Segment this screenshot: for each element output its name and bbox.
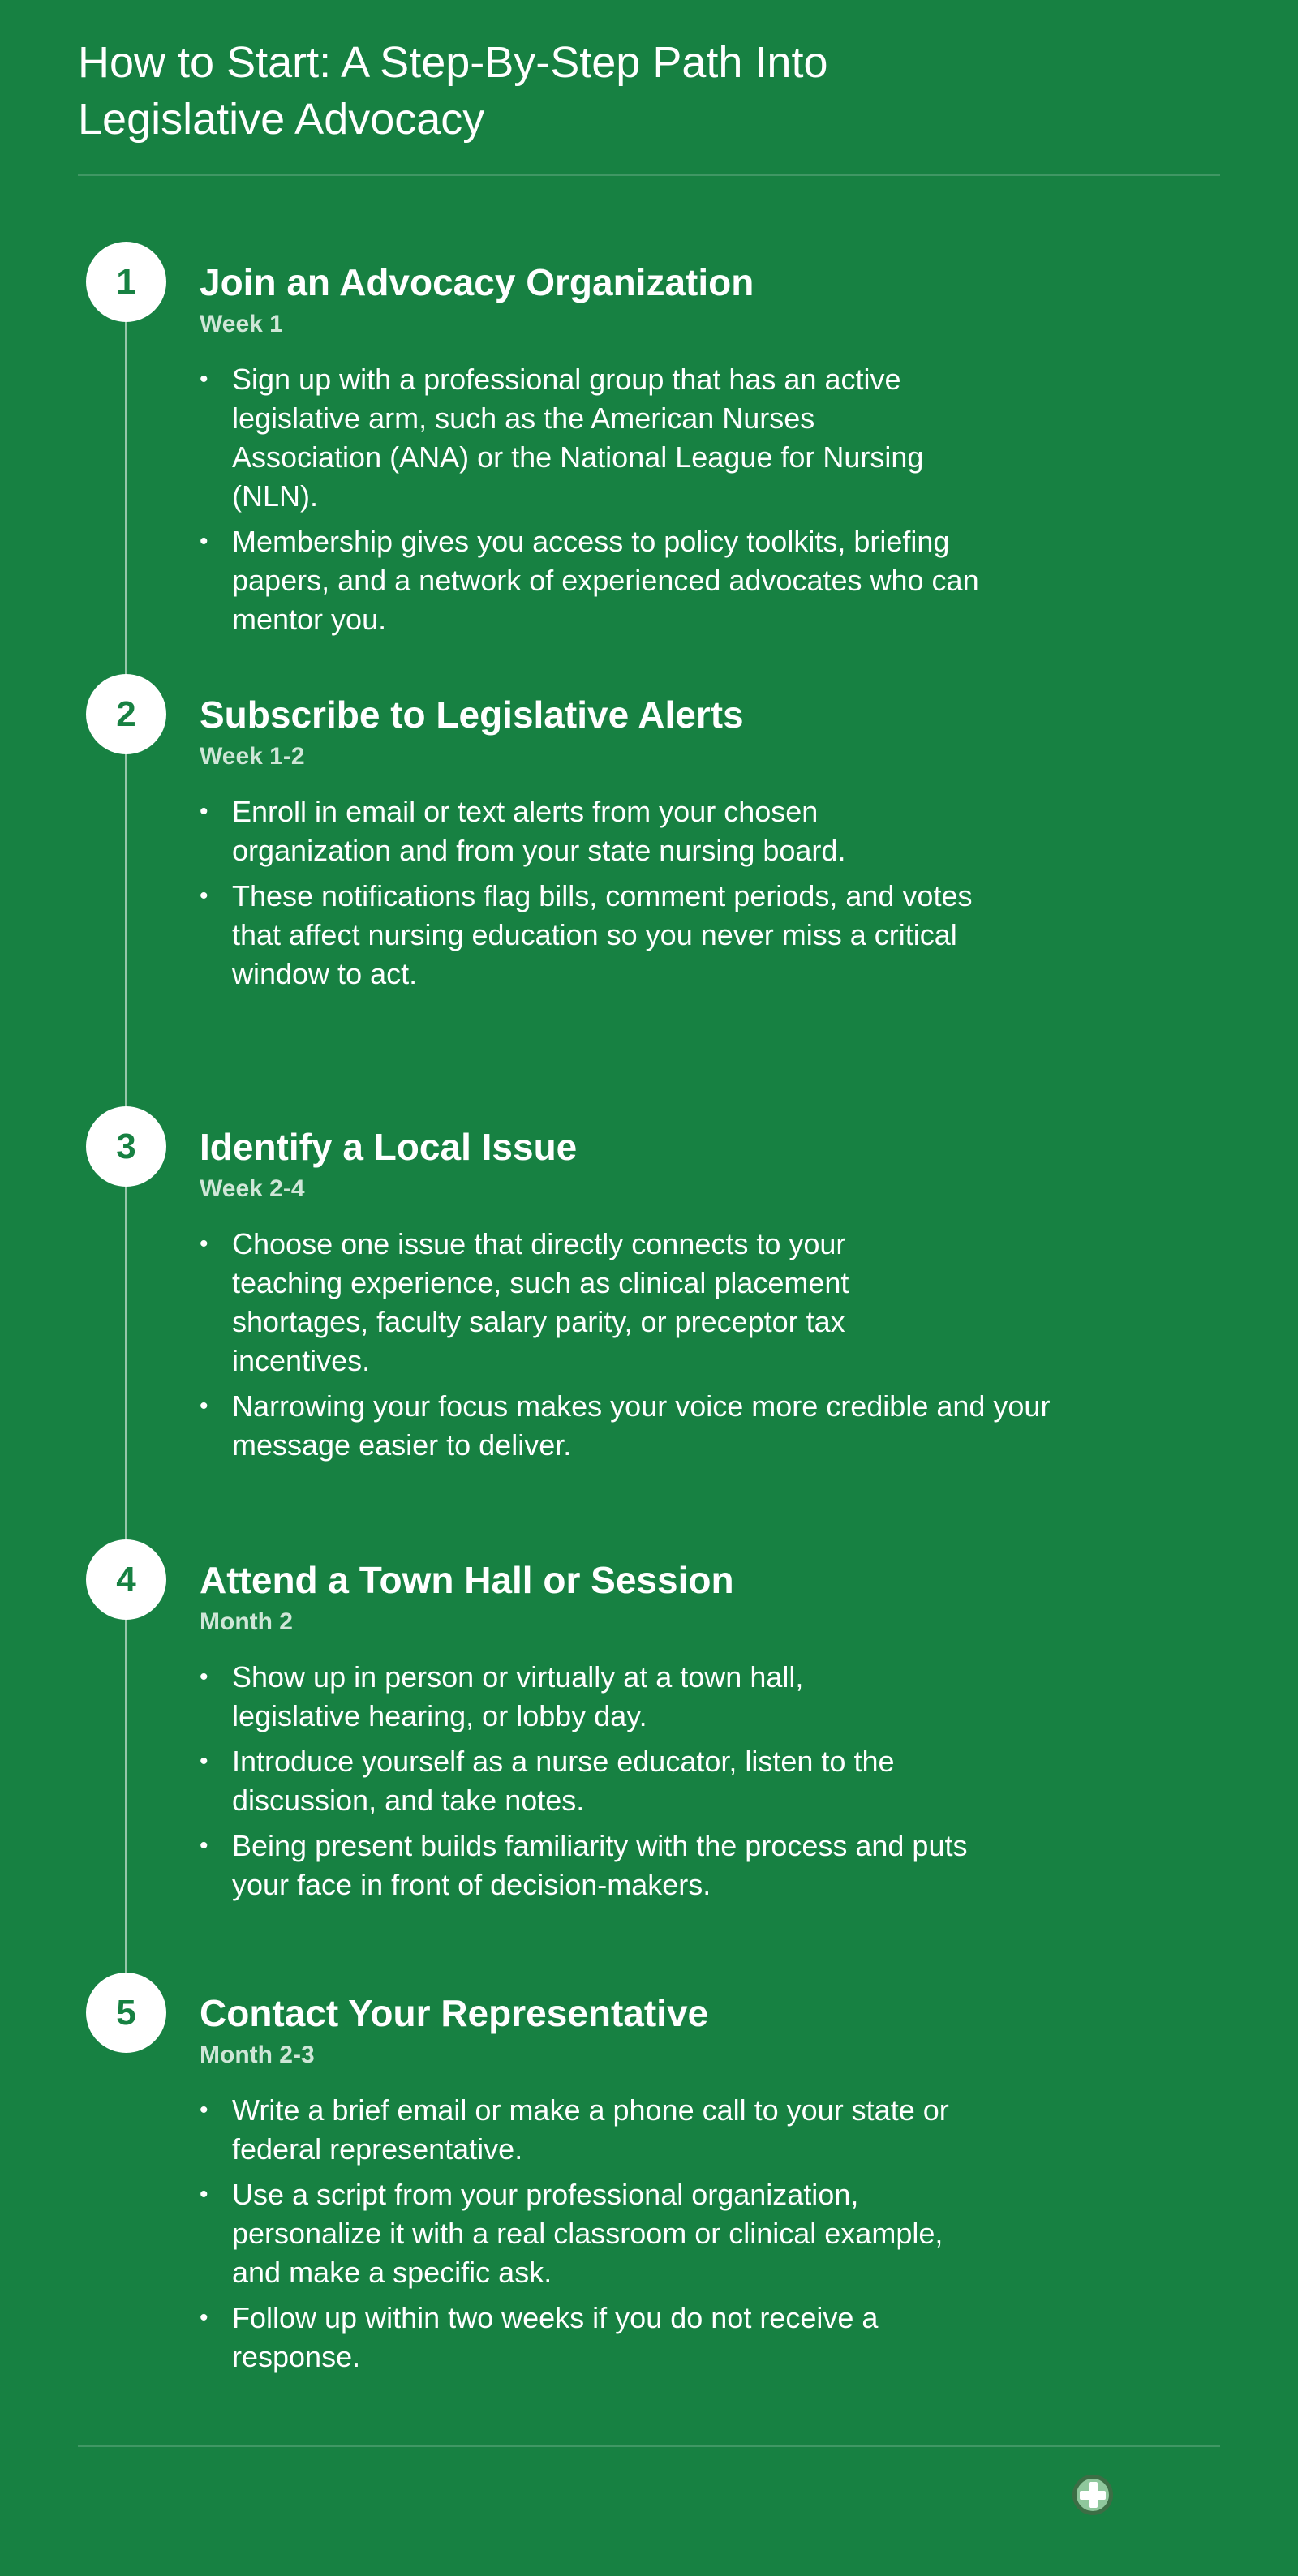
step-timeframe: Week 1-2	[200, 743, 305, 770]
step-title: Join an Advocacy Organization	[200, 261, 754, 303]
step-point: • Write a brief email or make a phone call to your state or federal representative.	[200, 2091, 995, 2169]
step-point: • These notifications flag bills, comment periods, and votes that affect nursing education so you never miss a critical window to act.	[200, 877, 1027, 994]
step-point: • Follow up within two weeks if you do not receive a response.	[200, 2299, 962, 2376]
step-number-badge: 4	[86, 1539, 166, 1620]
step-number-badge: 3	[86, 1106, 166, 1187]
page-title: How to Start: A Step-By-Step Path Into Legislative Advocacy	[78, 38, 828, 144]
step-point: • Membership gives you access to policy toolkits, briefing papers, and a network of experienced advocates who can mentor you.	[200, 522, 1043, 639]
step-point: • Sign up with a professional group that has an active legislative arm, such as the American Nurses Association (ANA) or the National League for Nursing (NLN).	[200, 360, 962, 516]
step-timeframe: Week 2-4	[200, 1175, 305, 1202]
step-point: • Introduce yourself as a nurse educator, listen to the discussion, and take notes.	[200, 1742, 962, 1820]
step-title: Subscribe to Legislative Alerts	[200, 693, 744, 736]
step-timeframe: Week 1	[200, 311, 283, 337]
step-number-badge: 5	[86, 1973, 166, 2053]
step-points	[200, 792, 1043, 1000]
step-timeframe: Month 2-3	[200, 2041, 315, 2068]
medical-cross-icon	[1072, 2475, 1113, 2515]
step-point: • Choose one issue that directly connects to your teaching experience, such as clinical placement shortages, faculty salary parity, or preceptor tax incentives.	[200, 1225, 930, 1380]
step-title: Contact Your Representative	[200, 1992, 709, 2034]
step-timeframe: Month 2	[200, 1608, 293, 1635]
step-points	[200, 1658, 1043, 1911]
step-title: Attend a Town Hall or Session	[200, 1559, 734, 1601]
step-point: • Narrowing your focus makes your voice more credible and your message easier to deliver.	[200, 1387, 1051, 1465]
step-point: • Being present builds familiarity with the process and puts your face in front of decision-makers.	[200, 1827, 995, 1904]
step-points	[200, 2091, 1043, 2383]
step-points	[200, 1225, 1051, 1471]
step-number-badge: 1	[86, 242, 166, 322]
step-points	[200, 360, 1043, 646]
footer-divider	[78, 2445, 1220, 2447]
step-title: Identify a Local Issue	[200, 1126, 578, 1168]
step-point: • Show up in person or virtually at a town hall, legislative hearing, or lobby day.	[200, 1658, 913, 1736]
header-divider	[78, 174, 1220, 176]
step-point: • Use a script from your professional organization, personalize it with a real classroom or clinical example, and make a specific ask.	[200, 2175, 946, 2292]
step-point: • Enroll in email or text alerts from your chosen organization and from your state nursing board.	[200, 792, 962, 870]
step-number-badge: 2	[86, 674, 166, 754]
